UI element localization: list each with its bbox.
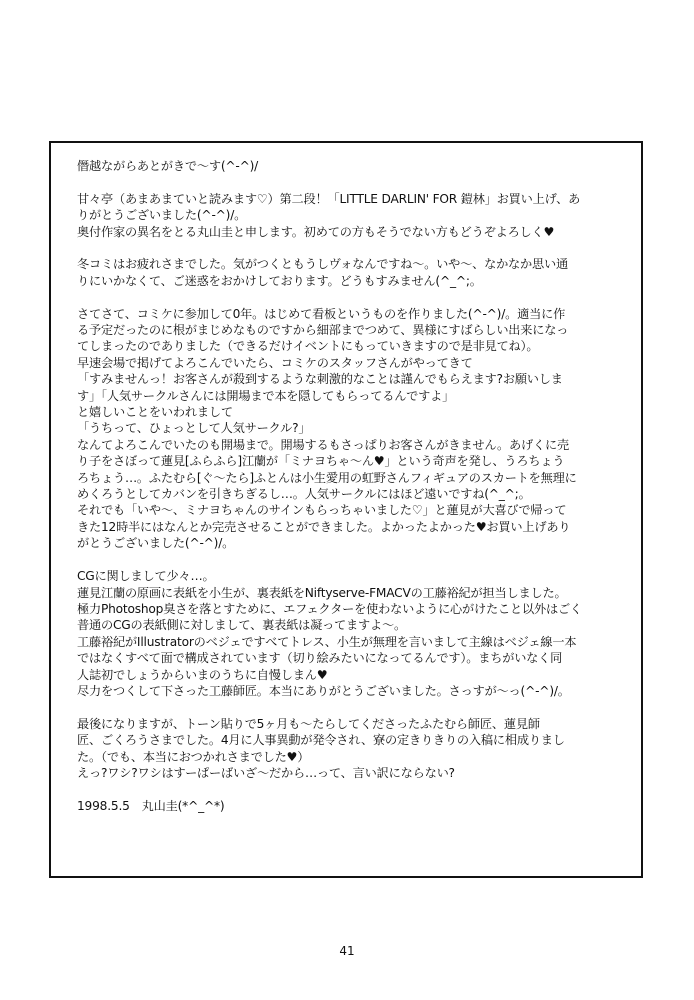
text-line: と嬉しいことをいわれまして (77, 405, 233, 420)
text-line: ではなくすべて面で構成されています（切り絵みたいになってるんです）。まちがいなく同 (77, 651, 563, 666)
text-line: きた12時半にはなんとか完売させることができました。よかったよかった♥お買い上げあり (77, 519, 571, 534)
paragraph (77, 568, 637, 699)
text-line: す」「人気サークルさんには開場まで本を隠してもらってるんですよ」 (77, 388, 455, 403)
text-line: 奥付作家の異名をとる丸山圭と申します。初めての方もそうでない方もどうぞよろしく♥ (77, 224, 555, 239)
text-line: なんてよろこんでいたのも開場まで。開場するもさっぱりお客さんがきません。あげくに売 (77, 437, 569, 452)
paragraph (77, 716, 637, 782)
text-line: 甘々亭（あまあまていと読みます♡）第二段！「LITTLE DARLIN' FOR 鎧林」お買い上げ、あ (77, 191, 581, 206)
text-line: えっ?ワシ?ワシはすーぱーばいざ〜だから…って、言い訳にならない? (77, 765, 455, 780)
signature-date: 1998.5.5 丸山圭(*^_^*) (77, 798, 225, 813)
afterword-text (77, 158, 637, 814)
text-line: りにいかなくて、ご迷惑をおかけしております。どうもすみません(^_^;。 (77, 273, 482, 288)
text-line: 尽力をつくして下さった工藤師匠。本当にありがとうございました。さっすが〜っ(^-^)/。 (77, 683, 570, 698)
text-line: がとうございました(^-^)/。 (77, 536, 235, 551)
text-line: 匠、ごくろうさまでした。4月に人事異動が発令され、寮の定きりきりの入稿に相成りまし (77, 733, 565, 748)
text-line: 「すみませんっ！お客さんが殺到するような刺激的なことは謹んでもらえます?お願いしま (77, 372, 563, 387)
text-line: た。（でも、本当におつかれさまでした♥） (77, 749, 310, 764)
text-line: 極力Photoshop臭さを落とすために、エフェクターを使わないように心がけたこと以外はごく (77, 601, 582, 616)
text-line: めくろうとしてカバンを引きちぎるし…。人気サークルにはほど遠いですね(^_^;。 (77, 487, 531, 502)
text-line: 冬コミはお疲れさまでした。気がつくともうしヴォなんですね〜。いや〜、なかなか思い通 (77, 257, 568, 272)
text-line: 蓮見江蘭の原画に表紙を小生が、裏表紙をNiftyserve-FMACVの工藤裕紀が担当しました。 (77, 585, 567, 600)
text-line: 工藤裕紀がIllustratorのベジェですべてトレス、小生が無理を言いまして主線はベジェ線一本 (77, 634, 577, 649)
paragraph (77, 306, 637, 552)
text-line: てしまったのでありました（できるだけイベントにもっていきますので是非見てね）。 (77, 339, 539, 354)
paragraph (77, 256, 637, 289)
text-line: る予定だったのに根がまじめなものですから細部までつめて、異様にすばらしい出来になっ (77, 323, 569, 338)
text-line: りがとうございました(^-^)/。 (77, 208, 247, 223)
text-line: 僭越ながらあとがきで〜す(^-^)/ (77, 159, 259, 173)
paragraph (77, 158, 637, 174)
paragraph (77, 191, 637, 240)
text-line: さてさて、コミケに参加して0年。はじめて看板というものを作りました(^-^)/。適当に作 (77, 306, 566, 321)
text-line: 早速会場で掲げてよろこんでいたら、コミケのスタッフさんがやってきて (77, 355, 473, 370)
text-line: 普通のCGの表紙側に対しまして、裏表紙は凝ってますよ〜。 (77, 618, 406, 633)
text-line: ろちょう…。ふたむら[ぐ〜たら]ふとんは小生愛用の虹野さんフィギュアのスカートを無理に (77, 470, 577, 485)
text-line: CGに関しまして少々…。 (77, 569, 215, 584)
text-line: 「うちって、ひょっとして人気サークル?」 (77, 421, 311, 436)
page-number: 41 (339, 944, 355, 958)
text-line: り子をさぼって蓮見[ふらふら]江蘭が「ミナヨちゃ〜ん♥」という奇声を発し、うろちょう (77, 454, 565, 469)
text-line: それでも「いや〜、ミナヨちゃんのサインもらっちゃいました♡」と蓮見が大喜びで帰って (77, 503, 567, 518)
text-line: 最後になりますが、トーン貼りで5ヶ月も〜たらしてくださったふたむら師匠、蓮見師 (77, 716, 540, 731)
text-line: 人誌初でしょうからいまのうちに自慢しまん♥ (77, 667, 328, 682)
